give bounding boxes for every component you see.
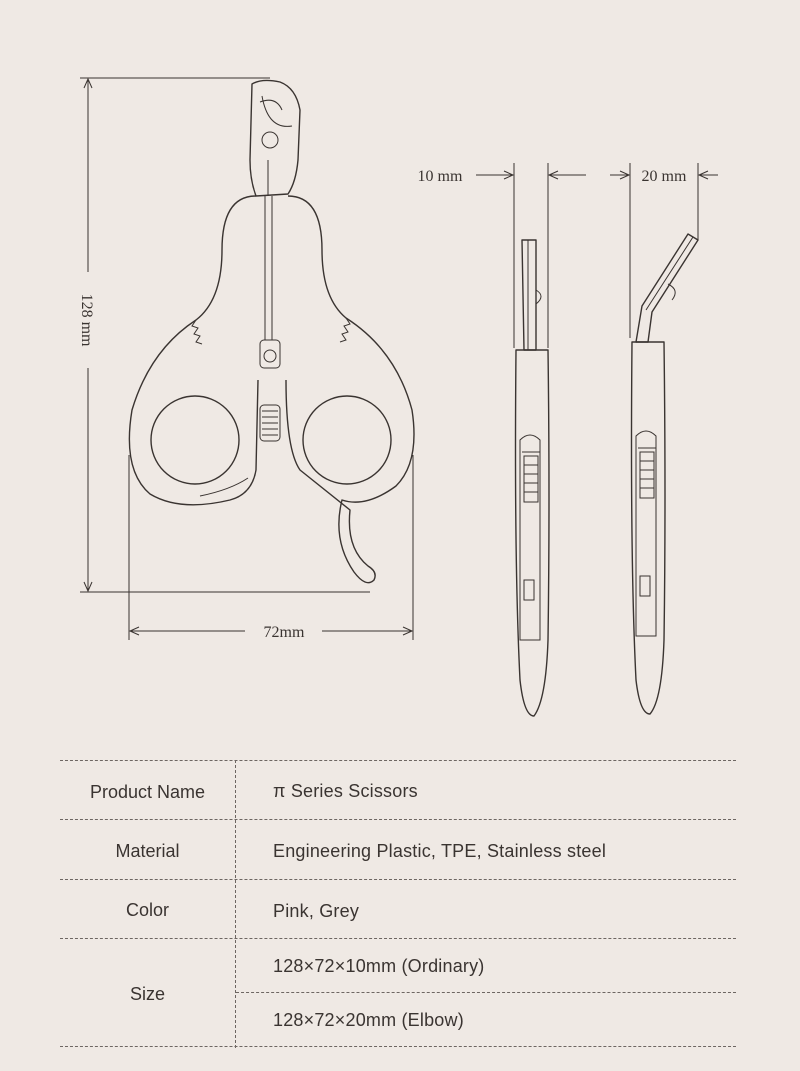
row-divider — [60, 760, 736, 761]
spec-label-size: Size — [129, 984, 165, 1004]
spec-table — [60, 760, 736, 1048]
thickness-elbow-label: 20 mm — [641, 168, 687, 185]
spec-label-product-name: Product Name — [89, 782, 206, 802]
spec-label-material: Material — [115, 841, 180, 861]
spec-value-size-elbow: 128×72×20mm (Elbow) — [273, 1010, 464, 1030]
height-dimension — [78, 78, 370, 592]
row-divider — [60, 819, 736, 820]
row-divider — [60, 1046, 736, 1047]
column-divider — [235, 760, 236, 1048]
spec-value-color: Pink, Grey — [273, 901, 360, 921]
row-divider — [60, 879, 736, 880]
spec-label-color: Color — [125, 900, 169, 920]
width-label: 72mm — [263, 624, 305, 641]
scissors-front-view — [129, 80, 414, 582]
side-view-elbow — [610, 163, 718, 714]
row-divider — [60, 938, 736, 939]
height-label: 128 mm — [78, 293, 95, 347]
thickness-ordinary-label: 10 mm — [417, 168, 463, 185]
spec-value-size-ordinary: 128×72×10mm (Ordinary) — [273, 956, 485, 976]
spec-value-material: Engineering Plastic, TPE, Stainless steel — [273, 841, 607, 861]
row-divider — [236, 992, 736, 993]
spec-value-product-name: π Series Scissors — [273, 781, 418, 801]
side-view-ordinary — [418, 163, 586, 716]
width-dimension — [129, 455, 413, 641]
